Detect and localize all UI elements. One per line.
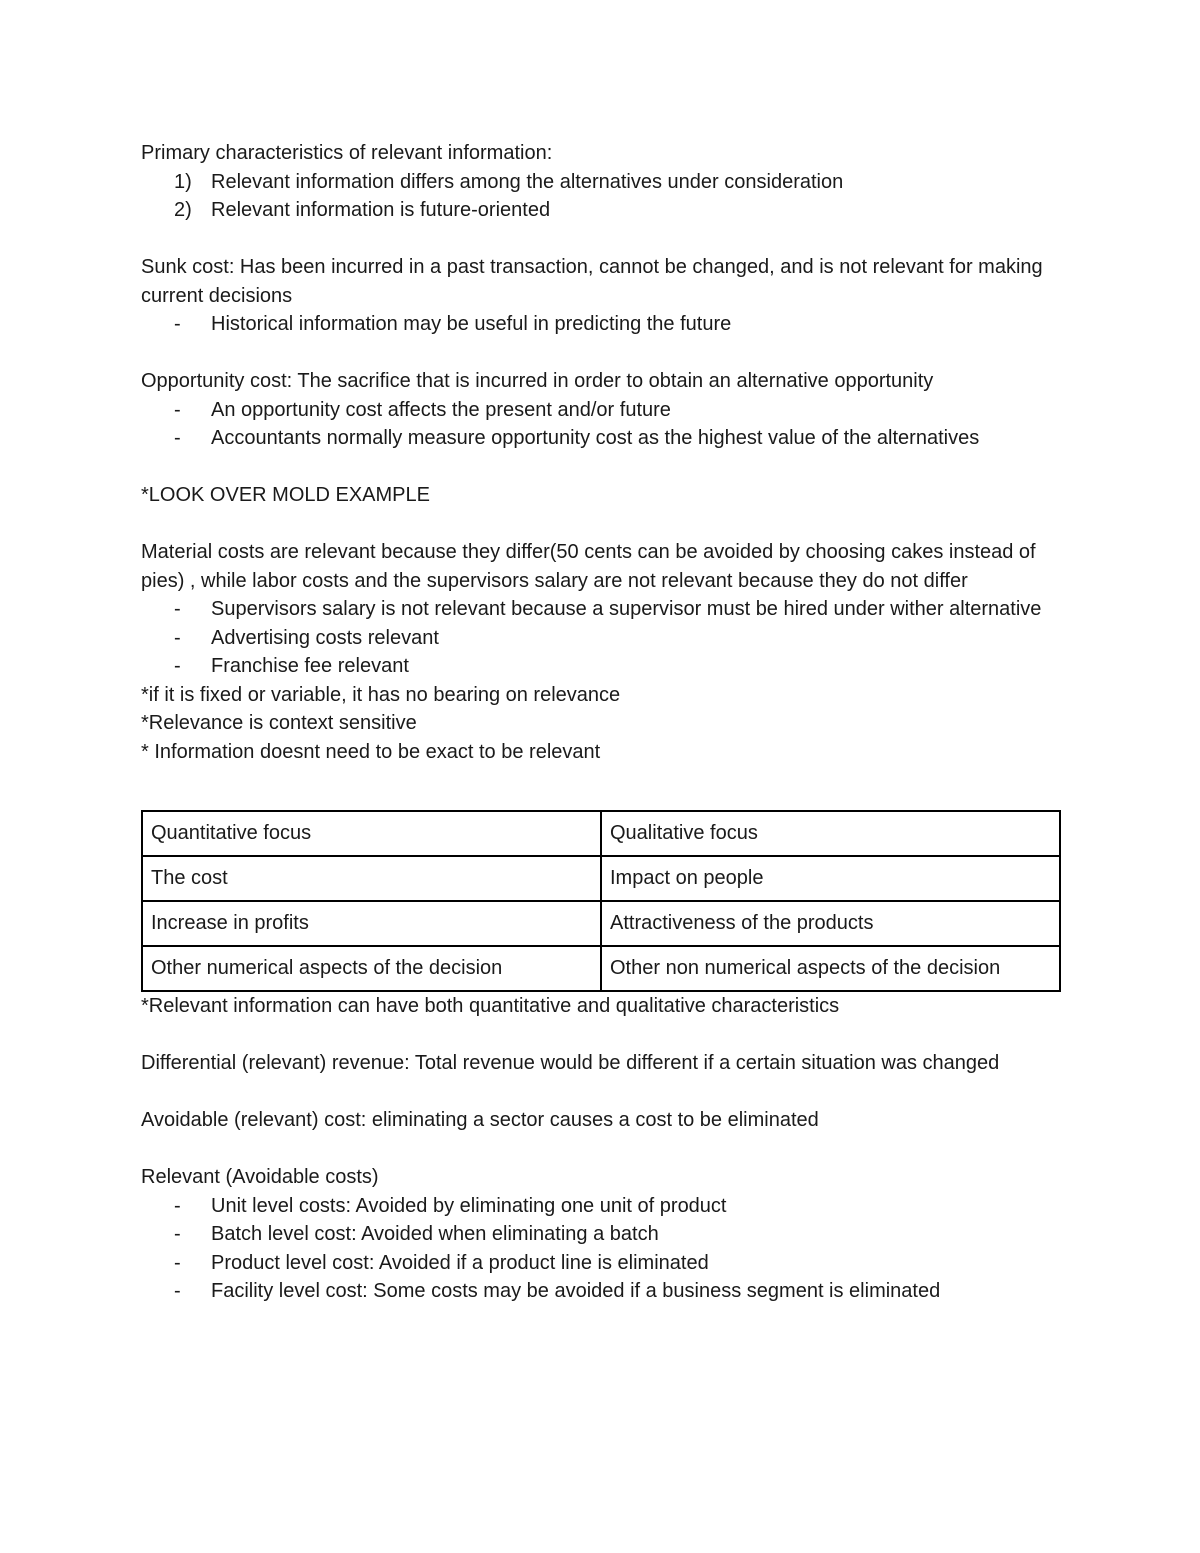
document-page <box>141 139 1061 1306</box>
opportunity-cost-list <box>141 396 1061 453</box>
spacer <box>141 1078 1061 1107</box>
spacer <box>141 225 1061 254</box>
table-row <box>142 901 1060 946</box>
list-marker: - <box>174 1223 181 1245</box>
list-item <box>141 310 1061 339</box>
table-cell: The cost <box>142 856 601 901</box>
table-cell: Increase in profits <box>142 901 601 946</box>
spacer <box>141 1135 1061 1164</box>
list-item <box>141 1192 1061 1221</box>
list-item <box>141 595 1061 624</box>
list-item-text: Product level cost: Avoided if a product line is eliminated <box>211 1251 709 1274</box>
spacer <box>141 453 1061 482</box>
note-fixed-variable: *if it is fixed or variable, it has no bearing on relevance <box>141 683 621 706</box>
list-item-text: Advertising costs relevant <box>211 626 439 649</box>
note-exactness: * Information doesnt need to be exact to be relevant <box>141 740 601 763</box>
table-cell: Qualitative focus <box>601 811 1060 856</box>
list-marker: 1) <box>174 170 192 193</box>
list-item <box>141 1277 1061 1306</box>
list-item <box>141 1220 1061 1249</box>
list-item <box>141 424 1061 453</box>
list-item <box>141 1249 1061 1278</box>
section-heading-characteristics: Primary characteristics of relevant information: <box>141 142 553 164</box>
list-item <box>141 168 1061 197</box>
characteristics-list <box>141 168 1061 225</box>
spacer <box>141 339 1061 368</box>
list-item-text: Batch level cost: Avoided when eliminating a batch <box>211 1223 659 1245</box>
note-context-sensitive: *Relevance is context sensitive <box>141 712 417 734</box>
list-item <box>141 652 1061 681</box>
sunk-cost-list <box>141 310 1061 339</box>
table-cell: Attractiveness of the products <box>601 901 1060 946</box>
list-item-text: Supervisors salary is not relevant because a supervisor must be hired under wither alternative <box>211 598 1042 620</box>
table-cell: Other non numerical aspects of the decision <box>601 946 1060 991</box>
table-cell: Other numerical aspects of the decision <box>142 946 601 991</box>
table-note: *Relevant information can have both quantitative and qualitative characteristics <box>141 995 840 1017</box>
list-marker: - <box>174 1194 181 1217</box>
list-marker: - <box>174 1280 181 1302</box>
sunk-cost-paragraph: Sunk cost: Has been incurred in a past transaction, cannot be changed, and is not relevant for making current decisions <box>141 256 1043 307</box>
list-marker: - <box>174 427 181 449</box>
table-cell: Impact on people <box>601 856 1060 901</box>
section-heading-avoidable: Relevant (Avoidable costs) <box>141 1166 379 1188</box>
list-marker: - <box>174 1251 181 1274</box>
table-cell: Quantitative focus <box>142 811 601 856</box>
list-item-text: Relevant information differs among the alternatives under consideration <box>211 170 844 193</box>
list-marker: - <box>174 398 181 421</box>
avoidable-cost-paragraph: Avoidable (relevant) cost: eliminating a sector causes a cost to be eliminated <box>141 1109 819 1131</box>
spacer <box>141 1021 1061 1050</box>
material-costs-paragraph: Material costs are relevant because they differ(50 cents can be avoided by choosing cakes instead of pies) , while labor costs and the supervisors salary are not relevant because they do not differ <box>141 541 1036 592</box>
list-item <box>141 196 1061 225</box>
table-row <box>142 946 1060 991</box>
focus-table <box>141 810 1061 992</box>
list-item-text: An opportunity cost affects the present and/or future <box>211 398 671 421</box>
list-marker: - <box>174 655 181 677</box>
table-row <box>142 811 1060 856</box>
table-row <box>142 856 1060 901</box>
list-marker: - <box>174 626 181 649</box>
list-marker: - <box>174 313 181 335</box>
list-item <box>141 396 1061 425</box>
spacer <box>141 510 1061 539</box>
differential-revenue-paragraph: Differential (relevant) revenue: Total revenue would be different if a certain situation was changed <box>141 1052 1000 1074</box>
material-costs-list <box>141 595 1061 681</box>
mold-example-note: *LOOK OVER MOLD EXAMPLE <box>141 484 430 506</box>
list-item-text: Accountants normally measure opportunity cost as the highest value of the alternatives <box>211 427 980 449</box>
list-marker: - <box>174 598 181 620</box>
opportunity-cost-paragraph: Opportunity cost: The sacrifice that is incurred in order to obtain an alternative opportunity <box>141 370 934 392</box>
list-marker: 2) <box>174 199 192 221</box>
avoidable-costs-list <box>141 1192 1061 1306</box>
list-item-text: Unit level costs: Avoided by eliminating one unit of product <box>211 1194 727 1217</box>
list-item-text: Franchise fee relevant <box>211 655 409 677</box>
list-item <box>141 624 1061 653</box>
list-item-text: Historical information may be useful in predicting the future <box>211 313 732 335</box>
list-item-text: Relevant information is future-oriented <box>211 199 551 221</box>
list-item-text: Facility level cost: Some costs may be avoided if a business segment is eliminated <box>211 1280 941 1302</box>
